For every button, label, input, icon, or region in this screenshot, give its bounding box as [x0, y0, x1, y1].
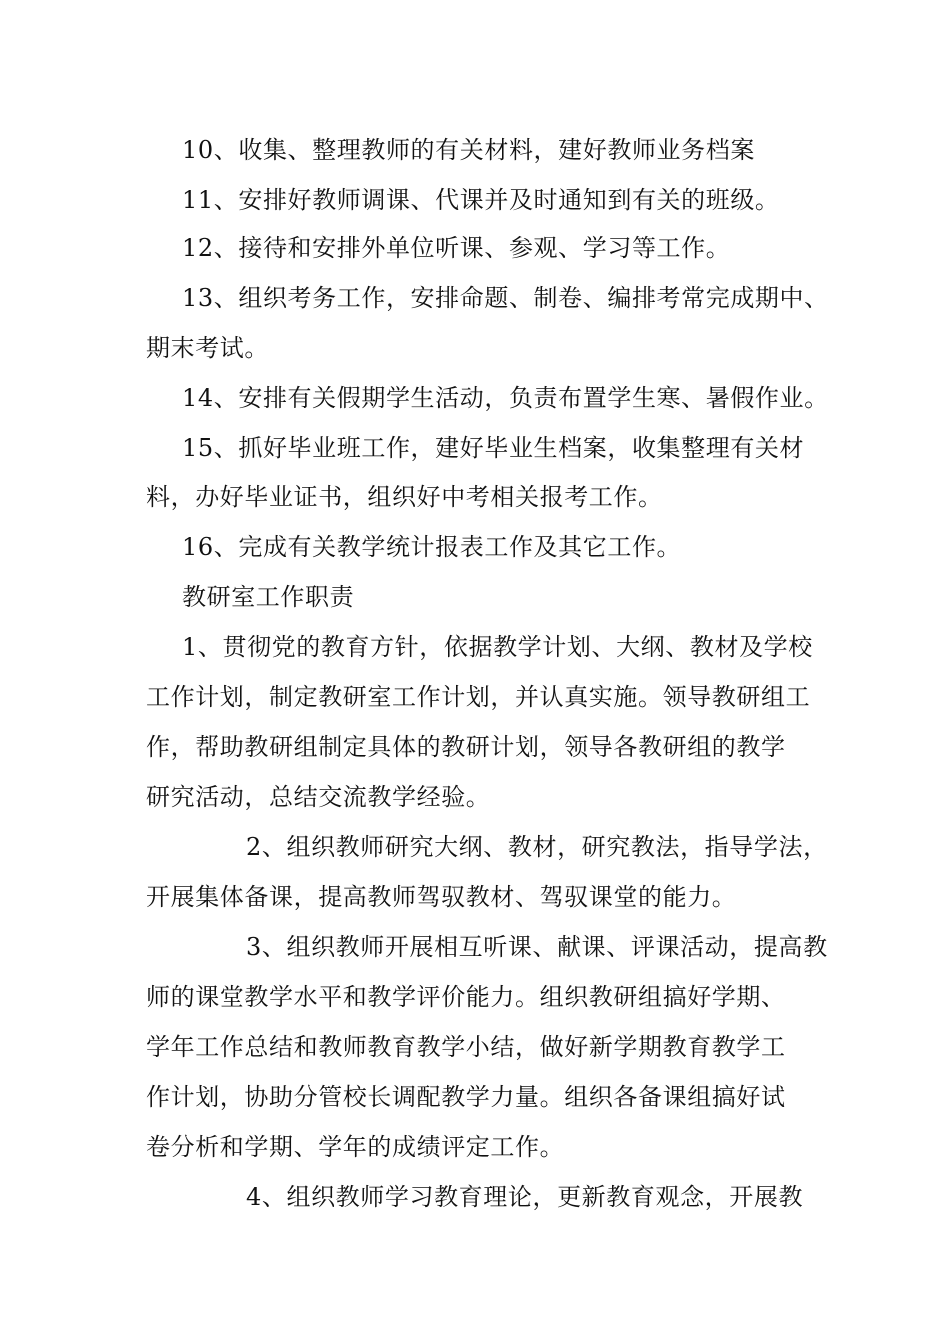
text-line: 10、收集、整理教师的有关材料，建好教师业务档案 — [182, 136, 755, 164]
text-line: 开展集体备课，提高教师驾驭教材、驾驭课堂的能力。 — [146, 883, 737, 911]
text-line: 11、安排好教师调课、代课并及时通知到有关的班级。 — [182, 186, 780, 214]
text-line: 学年工作总结和教师教育教学小结，做好新学期教育教学工 — [146, 1033, 786, 1061]
text-line: 3、组织教师开展相互听课、献课、评课活动，提高教 — [246, 933, 828, 961]
text-line: 15、抓好毕业班工作，建好毕业生档案，收集整理有关材 — [182, 434, 805, 462]
text-line: 1、贯彻党的教育方针，依据教学计划、大纲、教材及学校 — [182, 633, 813, 661]
text-line: 研究活动，总结交流教学经验。 — [146, 783, 491, 811]
text-line: 2、组织教师研究大纲、教材，研究教法，指导学法， — [246, 833, 828, 861]
text-line: 师的课堂教学水平和教学评价能力。组织教研组搞好学期、 — [146, 983, 786, 1011]
text-line: 作，帮助教研组制定具体的教研计划，领导各教研组的教学 — [146, 733, 786, 761]
text-line: 12、接待和安排外单位听课、参观、学习等工作。 — [182, 234, 731, 262]
text-line: 16、完成有关教学统计报表工作及其它工作。 — [182, 533, 682, 561]
text-line: 卷分析和学期、学年的成绩评定工作。 — [146, 1133, 565, 1161]
text-line: 14、安排有关假期学生活动，负责布置学生寒、暑假作业。 — [182, 384, 829, 412]
text-line: 13、组织考务工作，安排命题、制卷、编排考常完成期中、 — [182, 284, 829, 312]
section-heading: 教研室工作职责 — [182, 583, 355, 611]
text-line: 工作计划，制定教研室工作计划，并认真实施。领导教研组工 — [146, 683, 811, 711]
text-line: 4、组织教师学习教育理论，更新教育观念，开展教 — [246, 1183, 804, 1211]
text-line: 作计划，协助分管校长调配教学力量。组织各备课组搞好试 — [146, 1083, 786, 1111]
text-line: 期末考试。 — [146, 334, 269, 362]
text-line: 料，办好毕业证书，组织好中考相关报考工作。 — [146, 483, 663, 511]
